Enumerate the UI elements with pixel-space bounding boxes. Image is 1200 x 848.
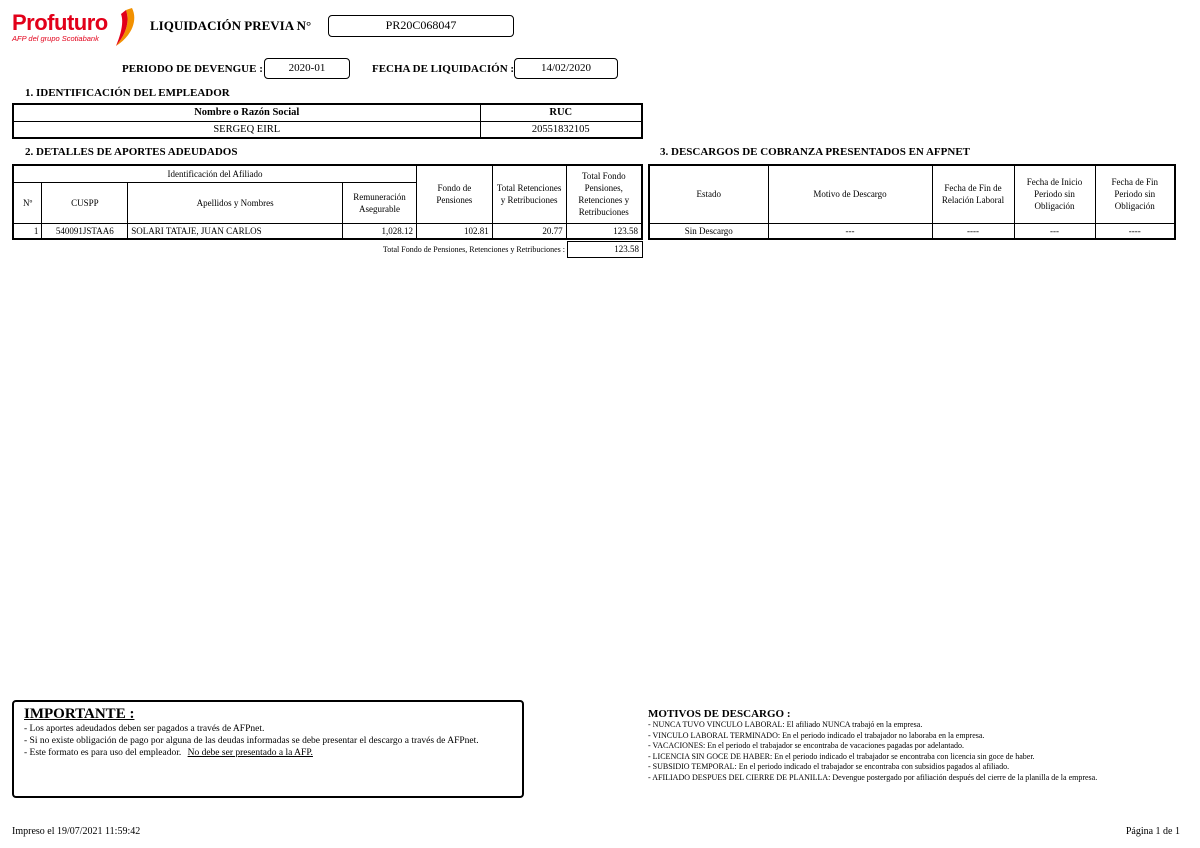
motivo-item: - VACACIONES: En el periodo el trabajador se encontraba de vacaciones pagadas por adelantado. (648, 741, 965, 750)
cell-rem: 1,028.12 (343, 223, 417, 239)
total-label: Total Fondo de Pensiones, Retenciones y Retribuciones : (382, 245, 565, 254)
cell-motivo: --- (768, 223, 932, 239)
details-table (12, 164, 643, 240)
col-fondo: Fondo de Pensiones (416, 165, 492, 223)
col-estado: Estado (649, 165, 768, 223)
employer-table (12, 103, 643, 139)
table-row (13, 223, 642, 239)
important-line-3-text: - Este formato es para uso del empleador. (24, 748, 182, 758)
cell-total: 123.58 (566, 223, 642, 239)
printed-timestamp: Impreso el 19/07/2021 11:59:42 (12, 826, 141, 837)
date-label: FECHA DE LIQUIDACIÓN : (372, 63, 515, 75)
period-label: PERIODO DE DEVENGUE : (122, 63, 263, 75)
important-heading: IMPORTANTE : (24, 706, 135, 722)
motivo-item: - SUBSIDIO TEMPORAL: En el periodo indicado el trabajador se encontraba con subsidios pagados al afiliado. (648, 762, 1010, 771)
important-line-3 (24, 747, 512, 759)
cell-fin-relacion: ---- (932, 223, 1014, 239)
cell-fin-periodo: ---- (1095, 223, 1175, 239)
cell-cuspp: 540091JSTAA6 (42, 223, 128, 239)
employer-name-header: Nombre o Razón Social (13, 104, 480, 121)
employer-ruc-header: RUC (480, 104, 642, 121)
col-inicio-periodo: Fecha de Inicio Periodo sin Obligación (1014, 165, 1095, 223)
col-retenciones: Total Retenciones y Retribuciones (492, 165, 566, 223)
date-value: 14/02/2020 (514, 58, 618, 79)
motivos-list (648, 708, 1188, 783)
motivo-item: - NUNCA TUVO VINCULO LABORAL: El afiliado NUNCA trabajó en la empresa. (648, 720, 923, 729)
cell-name: SOLARI TATAJE, JUAN CARLOS (128, 223, 343, 239)
brand-logo-text: Profuturo (12, 10, 108, 35)
employer-ruc-value: 20551832105 (480, 121, 642, 138)
motivo-item: - AFILIADO DESPUES DEL CIERRE DE PLANILLA: Devengue postergado por afiliación después del cierre de la planilla de la empresa. (648, 772, 1098, 782)
cell-inicio-periodo: --- (1014, 223, 1095, 239)
cell-estado: Sin Descargo (649, 223, 768, 239)
brand-swoosh-icon (112, 6, 138, 48)
page-number: Página 1 de 1 (1125, 826, 1180, 837)
col-rem: Remuneración Asegurable (343, 182, 417, 223)
cell-fondo: 102.81 (416, 223, 492, 239)
liquidation-number: PR20C068047 (328, 15, 514, 37)
col-motivo: Motivo de Descargo (768, 165, 932, 223)
employer-section-title: 1. IDENTIFICACIÓN DEL EMPLEADOR (25, 87, 230, 99)
motivo-item: - VINCULO LABORAL TERMINADO: En el periodo indicado el trabajador no laboraba en la empresa. (648, 730, 985, 740)
affiliate-group-header: Identificación del Afiliado (13, 165, 416, 182)
descargos-section-title: 3. DESCARGOS DE COBRANZA PRESENTADOS EN AFPNET (660, 146, 970, 158)
important-line-2: - Si no existe obligación de pago por alguna de las deudas informadas se debe presentar el descargo a través de AFPnet. (24, 736, 479, 746)
col-cuspp: CUSPP (42, 182, 128, 223)
col-n: Nº (13, 182, 42, 223)
motivo-item: - LICENCIA SIN GOCE DE HABER: En el periodo indicado el trabajador se encontraba con licencia sin goce de haber. (648, 751, 1035, 761)
table-row (649, 223, 1175, 239)
col-fin-periodo: Fecha de Fin Periodo sin Obligación (1095, 165, 1175, 223)
col-fin-relacion: Fecha de Fin de Relación Laboral (932, 165, 1014, 223)
cell-ret: 20.77 (492, 223, 566, 239)
col-name: Apellidos y Nombres (128, 182, 343, 223)
details-section-title: 2. DETALLES DE APORTES ADEUDADOS (25, 146, 238, 158)
period-value: 2020-01 (264, 58, 350, 79)
important-notice (12, 700, 524, 798)
descargos-table (648, 164, 1176, 240)
important-line-3-underlined: No debe ser presentado a la AFP. (187, 748, 313, 758)
total-value: 123.58 (567, 241, 643, 258)
brand-logo-tagline: AFP del grupo Scotiabank (12, 34, 99, 43)
motivos-heading: MOTIVOS DE DESCARGO : (648, 708, 791, 720)
page-title: LIQUIDACIÓN PREVIA N° (150, 18, 312, 33)
col-total: Total Fondo Pensiones, Retenciones y Retribuciones (566, 165, 642, 223)
cell-n: 1 (13, 223, 42, 239)
employer-name-value: SERGEQ EIRL (13, 121, 480, 138)
important-line-1: - Los aportes adeudados deben ser pagados a través de AFPnet. (24, 724, 265, 734)
